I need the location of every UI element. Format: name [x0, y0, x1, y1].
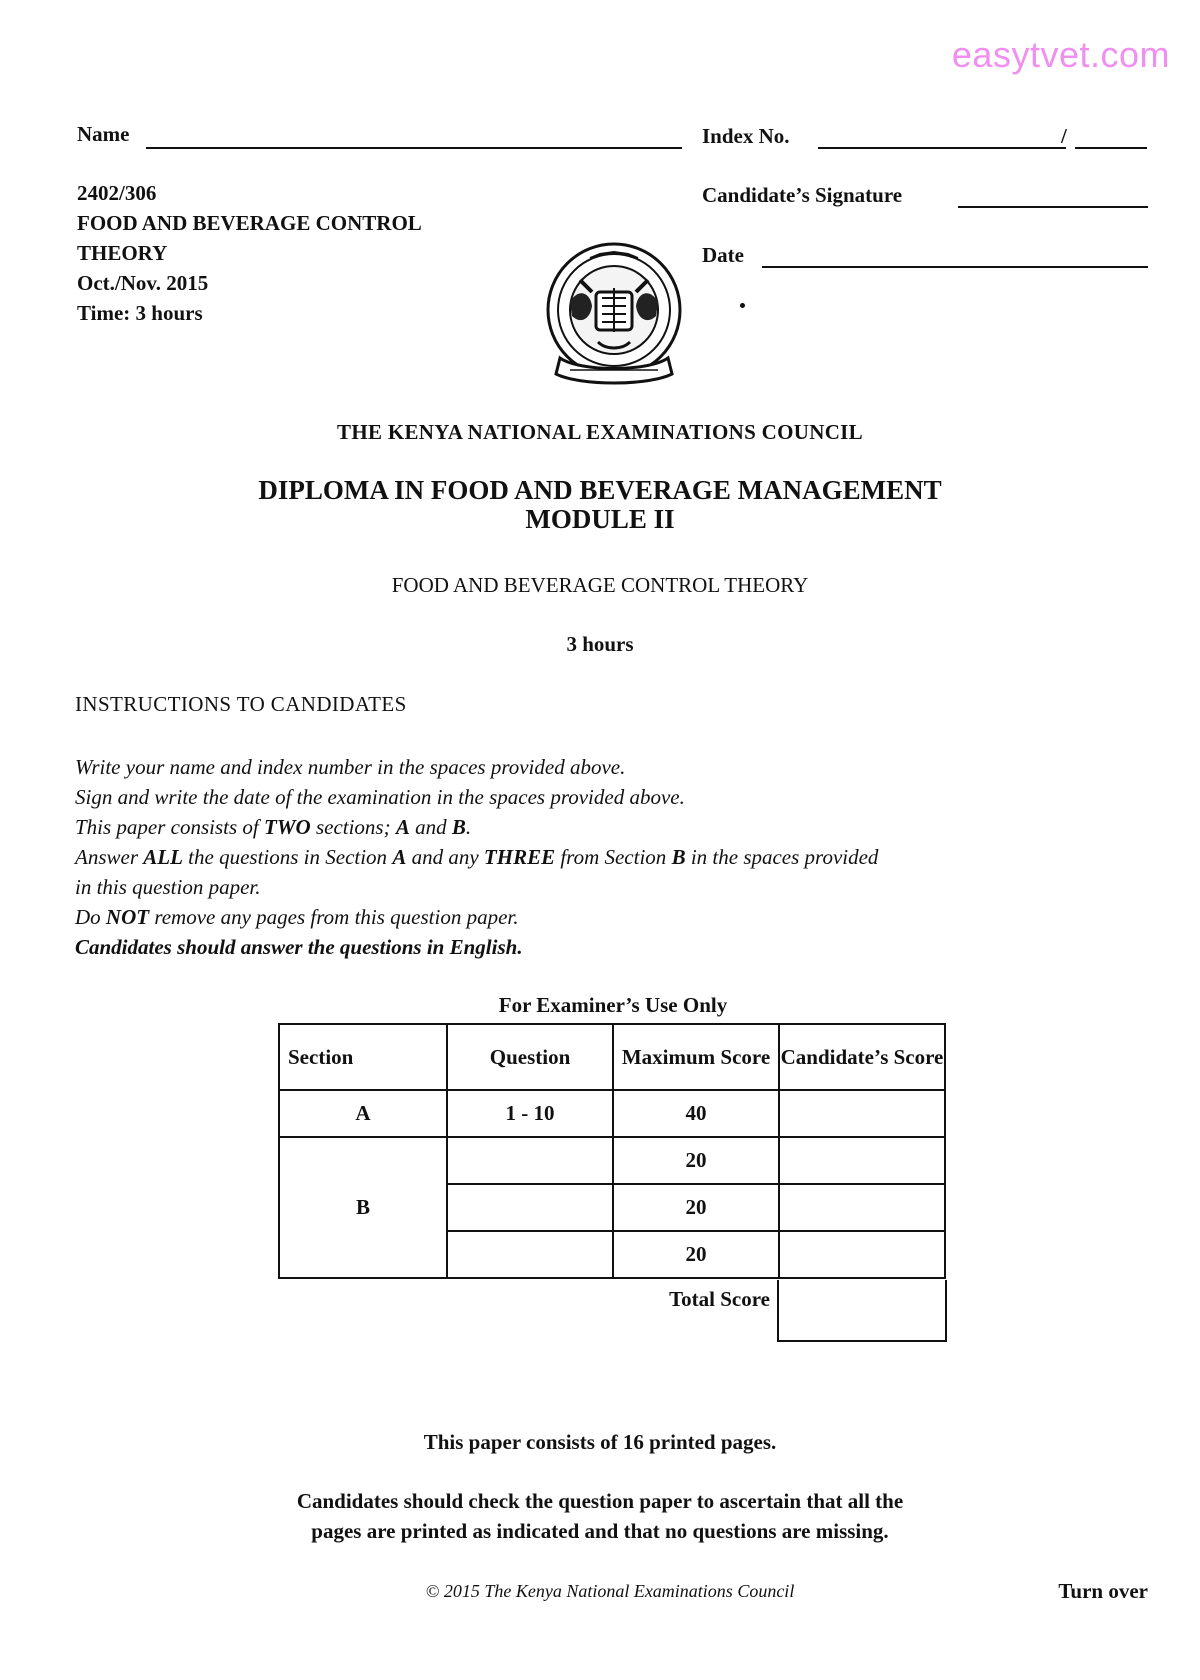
section-b-question-3[interactable] [447, 1231, 613, 1278]
table-header-row [279, 1024, 945, 1090]
exam-time: Time: 3 hours [77, 301, 203, 325]
diploma-title-line1: DIPLOMA IN FOOD AND BEVERAGE MANAGEMENT [258, 475, 942, 505]
coat-of-arms-icon [540, 240, 688, 400]
section-b-max-1: 20 [613, 1137, 779, 1184]
section-b-question-2[interactable] [447, 1184, 613, 1231]
council-name: THE KENYA NATIONAL EXAMINATIONS COUNCIL [337, 420, 863, 444]
section-b-max-2: 20 [613, 1184, 779, 1231]
name-label: Name [77, 122, 130, 146]
instruction-emphasis: ALL [143, 845, 183, 869]
instruction-text: sections; [310, 815, 396, 839]
instruction-7: Candidates should answer the questions in English. [75, 935, 523, 959]
instruction-1: Write your name and index number in the spaces provided above. [75, 755, 626, 779]
watermark: easytvet.com [951, 34, 1170, 75]
instructions-heading: INSTRUCTIONS TO CANDIDATES [75, 692, 407, 716]
section-b-max-3: 20 [613, 1231, 779, 1278]
section-a-cell: A [279, 1090, 447, 1137]
subject-title: FOOD AND BEVERAGE CONTROL THEORY [391, 573, 809, 597]
instruction-6 [75, 902, 1095, 932]
index-year-field[interactable] [1075, 147, 1147, 149]
instruction-emphasis: NOT [105, 905, 150, 929]
instruction-text: This paper consists of [75, 815, 265, 839]
instruction-emphasis: A [395, 815, 410, 839]
duration: 3 hours [566, 632, 634, 656]
instruction-text: remove any pages from this question paper. [149, 905, 519, 929]
diploma-title-line2: MODULE II [525, 504, 675, 534]
examiner-score-table [278, 1023, 946, 1279]
pages-note: This paper consists of 16 printed pages. [423, 1430, 777, 1454]
index-field[interactable] [818, 147, 1066, 149]
instruction-emphasis: THREE [483, 845, 556, 869]
instruction-text: . [465, 815, 472, 839]
signature-field[interactable] [958, 206, 1148, 208]
table-row [279, 1137, 945, 1184]
paper-code: 2402/306 [77, 181, 157, 205]
section-b-question-1[interactable] [447, 1137, 613, 1184]
section-a-questions: 1 - 10 [447, 1090, 613, 1137]
instruction-text: Do [75, 905, 106, 929]
signature-label: Candidate’s Signature [702, 183, 903, 207]
section-b-candidate-score-3[interactable] [779, 1231, 945, 1278]
exam-session: Oct./Nov. 2015 [77, 271, 209, 295]
turn-over-label: Turn over [1058, 1579, 1148, 1603]
instruction-5: in this question paper. [75, 875, 261, 899]
name-field[interactable] [146, 147, 682, 149]
header-section: Section [279, 1024, 447, 1090]
instruction-text: Answer [75, 845, 144, 869]
instruction-emphasis: TWO [264, 815, 311, 839]
section-b-cell: B [279, 1137, 447, 1278]
total-score-label: Total Score [669, 1287, 770, 1311]
instructions-list [75, 752, 1095, 962]
instruction-emphasis: B [671, 845, 686, 869]
diploma-title [0, 476, 1200, 534]
examiner-table-caption: For Examiner’s Use Only [498, 993, 728, 1017]
section-b-candidate-score-2[interactable] [779, 1184, 945, 1231]
paper-header-block [77, 178, 422, 328]
stray-mark [740, 303, 745, 308]
section-a-candidate-score[interactable] [779, 1090, 945, 1137]
check-note-line1: Candidates should check the question paper to ascertain that all the [296, 1489, 904, 1513]
check-note-line2: pages are printed as indicated and that no questions are missing. [311, 1519, 889, 1543]
instruction-text: and any [406, 845, 484, 869]
paper-title-line1: FOOD AND BEVERAGE CONTROL [77, 211, 422, 235]
instruction-emphasis: B [451, 815, 466, 839]
instruction-3 [75, 812, 1095, 842]
instruction-text: in the spaces provided [685, 845, 879, 869]
header-candidate-score: Candidate’s Score [779, 1024, 945, 1090]
header-question: Question [447, 1024, 613, 1090]
instruction-2: Sign and write the date of the examination in the spaces provided above. [75, 785, 685, 809]
index-label: Index No. [702, 124, 790, 148]
section-b-candidate-score-1[interactable] [779, 1137, 945, 1184]
header-max-score: Maximum Score [613, 1024, 779, 1090]
date-field[interactable] [762, 266, 1148, 268]
instruction-4 [75, 842, 1095, 872]
date-label: Date [702, 243, 744, 267]
copyright-notice: © 2015 The Kenya National Examinations Council [425, 1581, 795, 1601]
instruction-text: and [409, 815, 452, 839]
total-score-field[interactable] [777, 1280, 947, 1342]
index-separator: / [1061, 124, 1067, 148]
paper-title-line2: THEORY [77, 241, 168, 265]
table-row [279, 1090, 945, 1137]
instruction-emphasis: A [392, 845, 407, 869]
section-a-max: 40 [613, 1090, 779, 1137]
instruction-text: from Section [555, 845, 672, 869]
check-note [0, 1486, 1200, 1546]
instruction-text: the questions in Section [182, 845, 393, 869]
